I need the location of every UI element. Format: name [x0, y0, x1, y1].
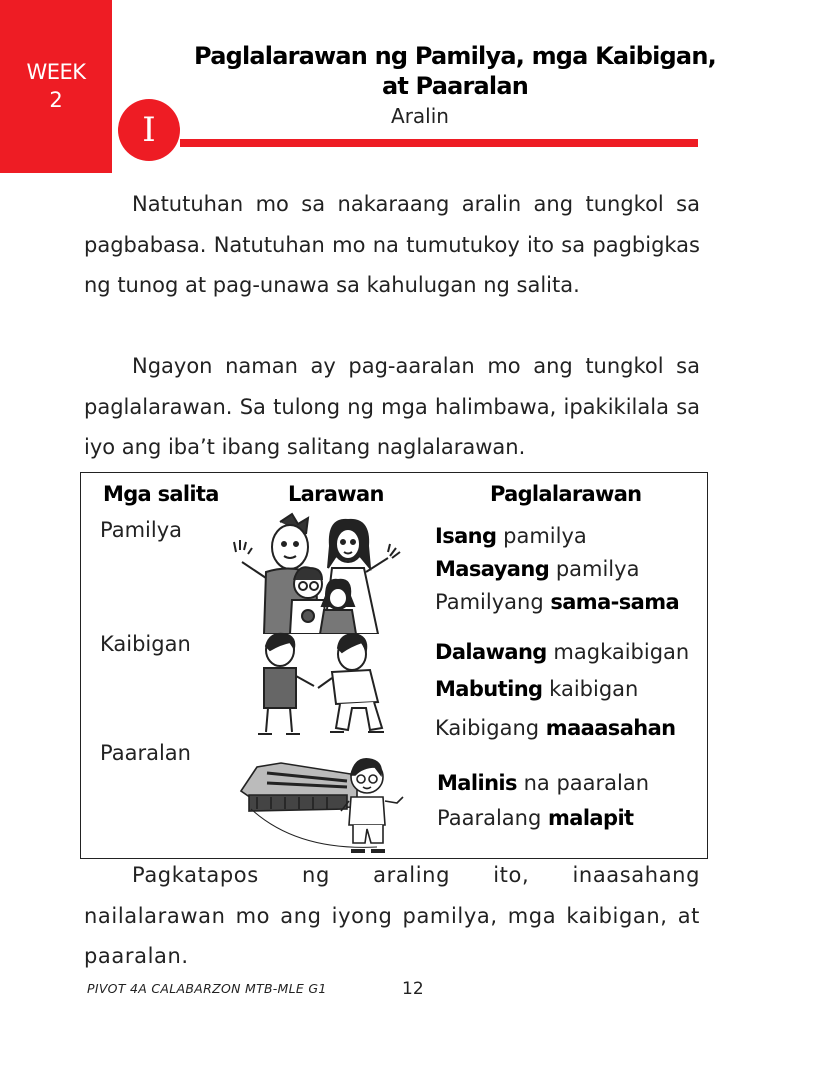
desc-school-1: Malinis na paaralan [437, 771, 650, 795]
word-family: Pamilya [100, 518, 183, 542]
table-header-words: Mga salita [103, 482, 219, 506]
objective-paragraph: Pagkatapos ng araling ito, inaasahang nailalarawan mo ang iyong pamilya, mga kaibigan, at paaralan. [84, 863, 700, 968]
intro-paragraph: Natutuhan mo sa nakaraang aralin ang tungkol sa pagbabasa. Natutuhan mo na tumutukoy ito sa pagbigkas ng tunog at pag-unawa sa kahulugan ng salita. [84, 192, 700, 297]
family-illustration [228, 512, 423, 634]
desc-friend-1: Dalawang magkaibigan [435, 640, 690, 664]
page-title-line1: Paglalarawan ng Pamilya, mga Kaibigan, [194, 42, 716, 70]
word-friend: Kaibigan [100, 632, 191, 656]
section-letter-badge: I [118, 99, 180, 161]
page-subtitle: Aralin [391, 104, 449, 128]
desc-friend-2: Mabuting kaibigan [435, 677, 639, 701]
week-label: WEEK [26, 60, 86, 84]
desc-school-2: Paaralang malapit [437, 806, 634, 830]
table-header-description: Paglalarawan [490, 482, 642, 506]
footer-source: PIVOT 4A CALABARZON MTB-MLE G1 [87, 981, 327, 996]
desc-family-1: Isang pamilya [435, 524, 587, 548]
desc-family-2: Masayang pamilya [435, 557, 640, 581]
page-number: 12 [402, 979, 424, 999]
school-illustration [237, 747, 412, 857]
word-school: Paaralan [100, 741, 191, 765]
title-underline [180, 139, 698, 147]
page-title-line2: at Paaralan [381, 72, 529, 100]
desc-friend-3: Kaibigang maaasahan [435, 716, 676, 740]
desc-family-3: Pamilyang sama-sama [435, 590, 680, 614]
table-header-picture: Larawan [288, 482, 384, 506]
week-badge [0, 0, 112, 173]
week-number: 2 [49, 88, 63, 112]
friends-illustration [240, 628, 405, 738]
lesson-paragraph: Ngayon naman ay pag-aaralan mo ang tungkol sa paglalarawan. Sa tulong ng mga halimbawa, ipakikilala sa iyo ang iba’t ibang salitang naglalarawan. [84, 354, 700, 459]
